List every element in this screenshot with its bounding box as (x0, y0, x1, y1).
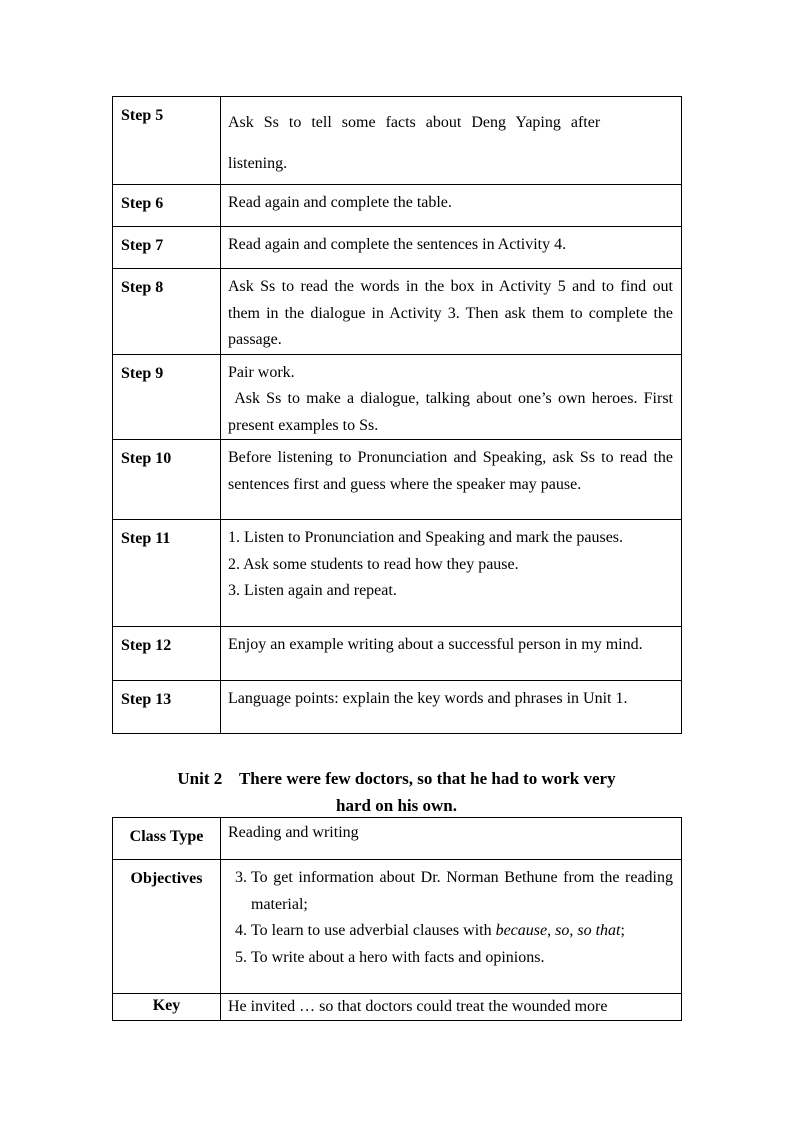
step-row (113, 227, 682, 269)
step-label: Step 7 (113, 227, 221, 269)
objectives-list (228, 865, 673, 971)
class-type-label: Class Type (113, 818, 221, 860)
unit2-title-line2: hard on his own. (336, 796, 457, 815)
step-content (221, 520, 682, 627)
step-row (113, 354, 682, 440)
unit2-title-line1: Unit 2 There were few doctors, so that he had to work very (177, 769, 616, 788)
objective-4-because: because (495, 922, 548, 939)
step-line: Before listening to Pronunciation and Speaking, ask Ss to read the sentences first and guess where the speaker may pause. (228, 449, 673, 493)
step-content (221, 185, 682, 227)
step-line: Enjoy an example writing about a successful person in my mind. (228, 636, 643, 653)
step-line: Ask Ss to read the words in the box in Activity 5 and to find out them in the dialogue in Activity 3. Then ask them to complete the passage. (228, 278, 673, 348)
objectives-content (221, 860, 682, 994)
step-line: 3. Listen again and repeat. (228, 582, 397, 599)
objective-4-suffix: ; (620, 922, 625, 939)
step-content (221, 681, 682, 734)
step-line: 1. Listen to Pronunciation and Speaking and mark the pauses. (228, 529, 624, 546)
step-line: Ask Ss to tell some facts about Deng Yaping after (228, 114, 601, 131)
steps-table (112, 96, 682, 734)
objective-item-3: 3. To get information about Dr. Norman Bethune from the reading material; (251, 865, 673, 918)
step-content (221, 354, 682, 440)
step-label: Step 11 (113, 520, 221, 627)
step-line: Language points: explain the key words and phrases in Unit 1. (228, 690, 628, 707)
step-content (221, 97, 682, 185)
step-line: Pair work. (228, 363, 295, 381)
objective-4-prefix: To learn to use adverbial clauses with (251, 922, 496, 939)
step-label: Step 6 (113, 185, 221, 227)
unit2-title (112, 765, 681, 819)
step-content (221, 269, 682, 355)
step-label: Step 5 (113, 97, 221, 185)
step-row (113, 269, 682, 355)
step-row (113, 440, 682, 520)
class-type-value: Reading and writing (221, 818, 682, 860)
step-content (221, 627, 682, 681)
step-label: Step 10 (113, 440, 221, 520)
step-label: Step 9 (113, 354, 221, 440)
step-row (113, 185, 682, 227)
key-value: He invited … so that doctors could treat the wounded more (221, 994, 682, 1021)
step-label: Step 13 (113, 681, 221, 734)
step-line: listening. (228, 155, 288, 172)
step-row (113, 681, 682, 734)
class-type-row (113, 818, 682, 860)
objective-4-so-that: so that (577, 922, 621, 939)
step-content (221, 227, 682, 269)
unit2-table (112, 817, 682, 1021)
objective-4-so: so (555, 922, 570, 939)
key-label: Key (113, 994, 221, 1021)
step-row (113, 520, 682, 627)
step-row (113, 97, 682, 185)
step-line: 2. Ask some students to read how they pause. (228, 555, 519, 573)
objective-item-5: 5. To write about a hero with facts and opinions. (251, 945, 673, 972)
step-row (113, 627, 682, 681)
step-label: Step 12 (113, 627, 221, 681)
objective-item-4 (251, 918, 673, 945)
key-row (113, 994, 682, 1021)
step-line: Ask Ss to make a dialogue, talking about one’s own heroes. First present examples to Ss. (228, 390, 678, 434)
step-line: Read again and complete the sentences in Activity 4. (228, 236, 567, 253)
objective-4-sep2: , (569, 922, 578, 939)
objective-4-sep1: , (547, 922, 556, 939)
step-content (221, 440, 682, 520)
objectives-row (113, 860, 682, 994)
step-line: Read again and complete the table. (228, 194, 452, 211)
step-label: Step 8 (113, 269, 221, 355)
objectives-label: Objectives (113, 860, 221, 994)
